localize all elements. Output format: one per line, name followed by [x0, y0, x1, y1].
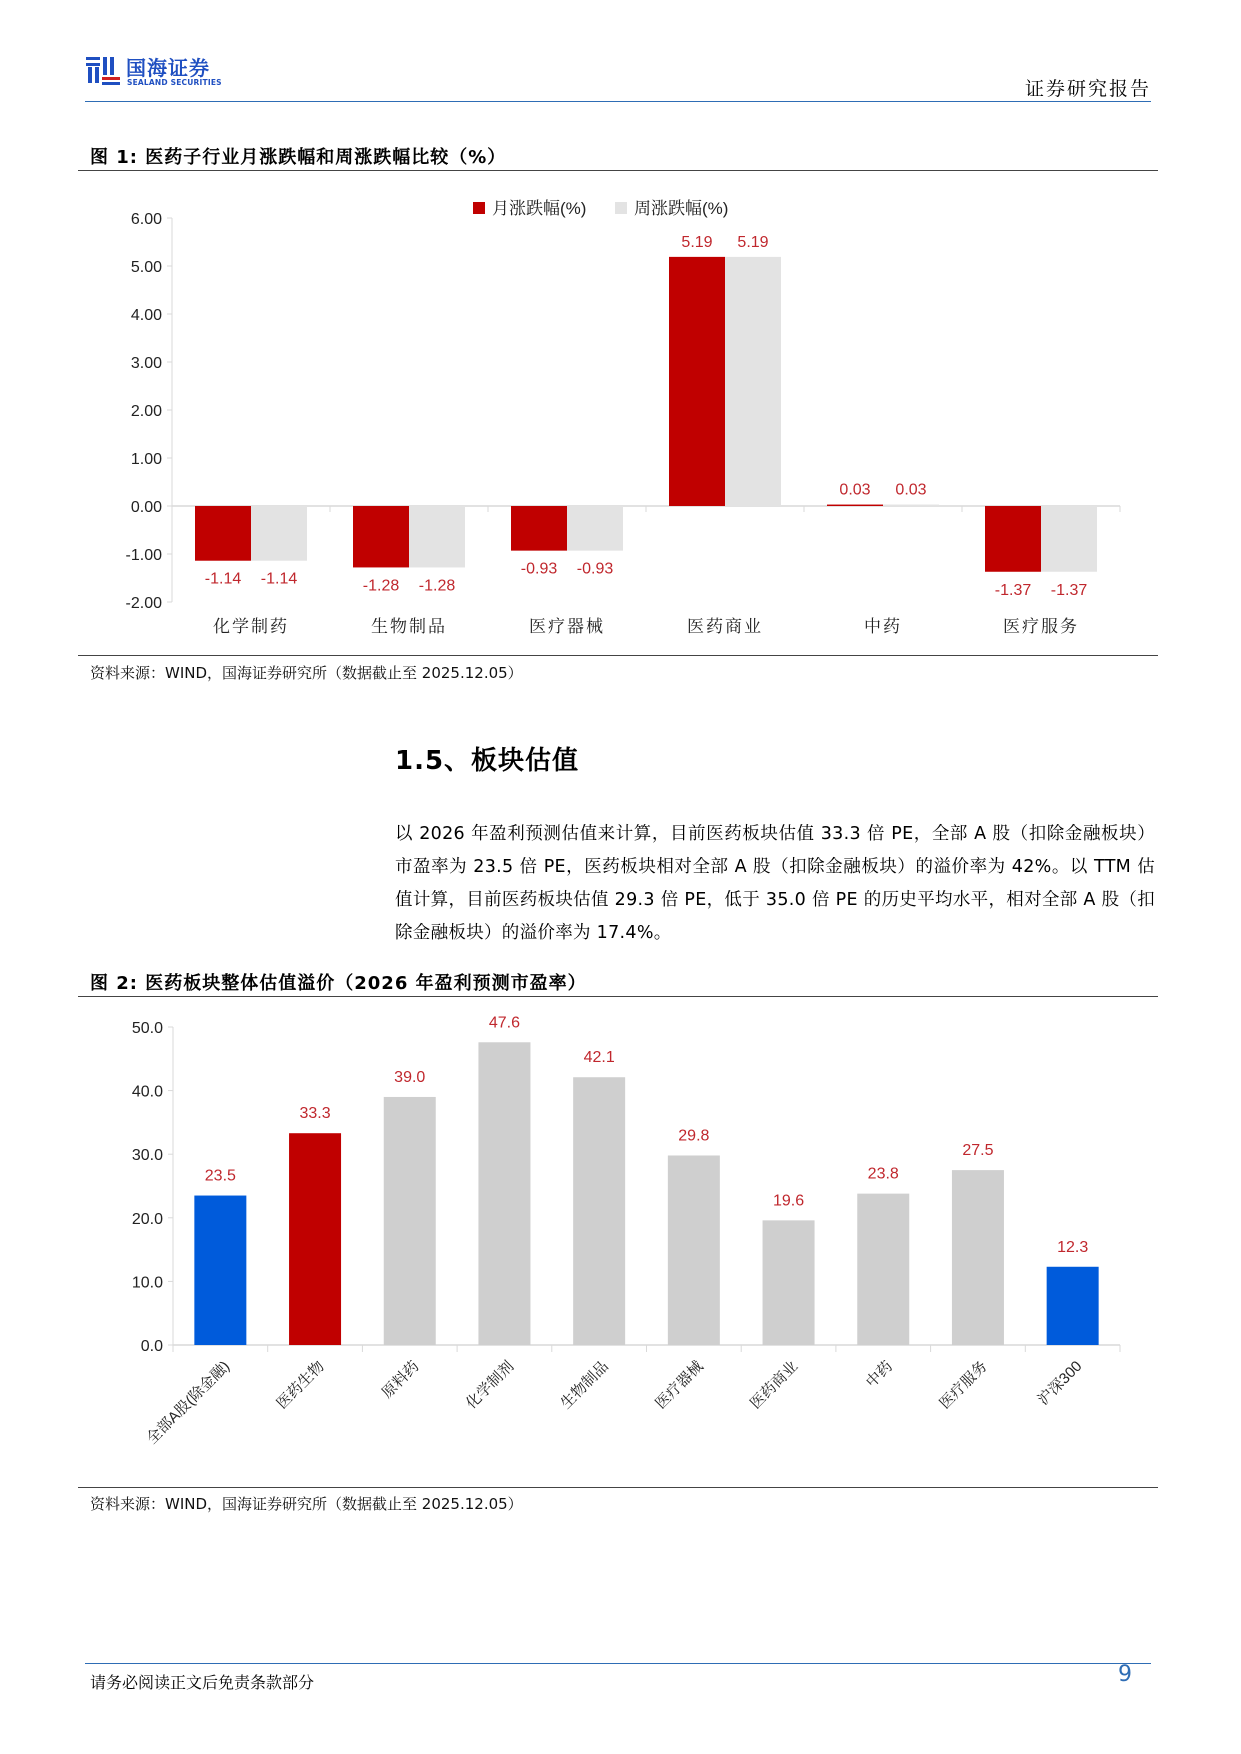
figure1-title: 图 1: 医药子行业月涨跌幅和周涨跌幅比较（%） [90, 147, 507, 168]
x-category-label: 全部A股(除金融) [143, 1357, 234, 1448]
bar-value-label: 42.1 [583, 1049, 615, 1067]
bar-value-label: 39.0 [394, 1068, 426, 1086]
y-tick-label: 6.00 [130, 211, 162, 228]
figure2-chart [78, 1000, 1158, 1482]
figure1-chart-svg [78, 175, 1158, 650]
bar-value-label: -1.14 [260, 570, 298, 588]
bar [857, 1194, 909, 1345]
figure1-source: 资料来源：WIND，国海证券研究所（数据截止至 2025.12.05） [90, 664, 523, 682]
figure2-top-rule [78, 996, 1158, 997]
y-tick-label: -1.00 [125, 547, 162, 564]
bar [985, 506, 1041, 572]
bar [883, 505, 939, 506]
x-category-label: 生物制品 [557, 1357, 612, 1413]
bar [725, 257, 781, 506]
figure2-title: 图 2: 医药板块整体估值溢价（2026 年盈利预测市盈率） [90, 973, 587, 994]
bar-value-label: -1.14 [204, 570, 242, 588]
bar [668, 1155, 720, 1345]
x-category-label: 沪深300 [1034, 1357, 1086, 1409]
logo-mark-icon [86, 55, 120, 87]
bar-value-label: -1.37 [1050, 581, 1088, 599]
y-tick-label: 1.00 [130, 451, 162, 468]
figure1-bottom-rule [78, 655, 1158, 656]
y-tick-label: 4.00 [130, 307, 162, 324]
y-tick-label: 10.0 [131, 1274, 163, 1292]
x-category-label: 医疗服务 [1003, 617, 1079, 636]
section-heading: 1.5、板块估值 [395, 746, 580, 776]
figure2-source: 资料来源：WIND，国海证券研究所（数据截止至 2025.12.05） [90, 1495, 523, 1513]
figure2-bottom-rule [78, 1487, 1158, 1488]
bar [194, 1196, 246, 1345]
bar-value-label: -1.28 [362, 577, 400, 595]
bar [763, 1220, 815, 1345]
bar-value-label: 29.8 [678, 1127, 710, 1145]
figure1-chart [78, 175, 1158, 650]
bar-value-label: 27.5 [962, 1142, 994, 1160]
x-category-label: 生物制品 [371, 617, 447, 636]
x-category-label: 医疗器械 [529, 617, 605, 636]
bar [573, 1077, 625, 1345]
bar-value-label: 0.03 [839, 481, 871, 499]
x-category-label: 医药商业 [687, 617, 763, 636]
y-tick-label: 40.0 [131, 1083, 163, 1101]
bar-value-label: -1.28 [418, 577, 456, 595]
bar [567, 506, 623, 551]
y-tick-label: 5.00 [130, 259, 162, 276]
y-tick-label: 0.0 [140, 1338, 163, 1355]
legend-label: 周涨跌幅(%) [634, 199, 729, 218]
bar-value-label: -1.37 [994, 581, 1032, 599]
bar-value-label: 12.3 [1057, 1238, 1089, 1256]
x-category-label: 原料药 [378, 1357, 423, 1402]
logo-subtext: SEALAND SECURITIES [127, 78, 222, 87]
y-tick-label: -2.00 [125, 595, 162, 612]
y-tick-label: 20.0 [131, 1210, 163, 1228]
bar [827, 505, 883, 506]
bar [353, 506, 409, 567]
y-tick-label: 50.0 [131, 1020, 163, 1037]
bar-value-label: -0.93 [576, 560, 614, 578]
bar [195, 506, 251, 561]
bar [478, 1042, 530, 1345]
x-category-label: 医疗服务 [936, 1357, 991, 1413]
y-tick-label: 3.00 [130, 355, 162, 372]
bar [251, 506, 307, 561]
footer-divider [85, 1663, 1151, 1664]
x-category-label: 中药 [862, 1357, 897, 1392]
bar [511, 506, 567, 551]
bar-value-label: 19.6 [772, 1192, 805, 1210]
figure2-chart-svg [78, 1000, 1158, 1482]
bar-value-label: -0.93 [520, 560, 558, 578]
y-tick-label: 30.0 [131, 1147, 163, 1165]
legend-label: 月涨跌幅(%) [492, 199, 587, 218]
section-paragraph: 以 2026 年盈利预测估值来计算，目前医药板块估值 33.3 倍 PE，全部 A 股（扣除金融板块）市盈率为 23.5 倍 PE，医药板块相对全部 A 股（扣除金融板块）的溢价率为 42%。以 TTM 估值计算，目前医药板块估值 29.3 倍 PE，低于 35.0 倍 PE 的历史平均水平，相对全部 A 股（扣除金融板块）的溢价率为 17.4%。 [395, 824, 1155, 943]
x-category-label: 医疗器械 [652, 1357, 707, 1413]
bar [384, 1097, 436, 1345]
x-category-label: 中药 [864, 617, 902, 636]
bar [952, 1170, 1004, 1345]
legend-swatch [615, 202, 627, 214]
bar-value-label: 47.6 [488, 1014, 521, 1032]
legend-swatch [473, 202, 485, 214]
header-divider [85, 101, 1151, 102]
y-tick-label: 0.00 [130, 499, 162, 516]
bar [1041, 506, 1097, 572]
bar-value-label: 23.8 [867, 1165, 899, 1183]
bar-value-label: 5.19 [737, 233, 769, 251]
x-category-label: 化学制药 [213, 617, 289, 636]
bar-value-label: 33.3 [299, 1105, 331, 1123]
bar [1047, 1267, 1099, 1345]
x-category-label: 化学制剂 [462, 1357, 518, 1413]
figure1-top-rule [78, 170, 1158, 171]
page-number: 9 [1118, 1662, 1132, 1687]
bar-value-label: 5.19 [681, 233, 713, 251]
logo-text: 国海证券 [126, 56, 210, 80]
bar [669, 257, 725, 506]
bar-value-label: 23.5 [204, 1167, 236, 1185]
x-category-label: 医药生物 [273, 1357, 328, 1413]
bar-value-label: 0.03 [895, 481, 927, 499]
bar [289, 1133, 341, 1345]
x-category-label: 医药商业 [746, 1357, 802, 1413]
bar [409, 506, 465, 567]
footer-disclaimer: 请务必阅读正文后免责条款部分 [90, 1673, 315, 1692]
report-type-label: 证券研究报告 [1024, 78, 1151, 100]
y-tick-label: 2.00 [130, 403, 162, 420]
